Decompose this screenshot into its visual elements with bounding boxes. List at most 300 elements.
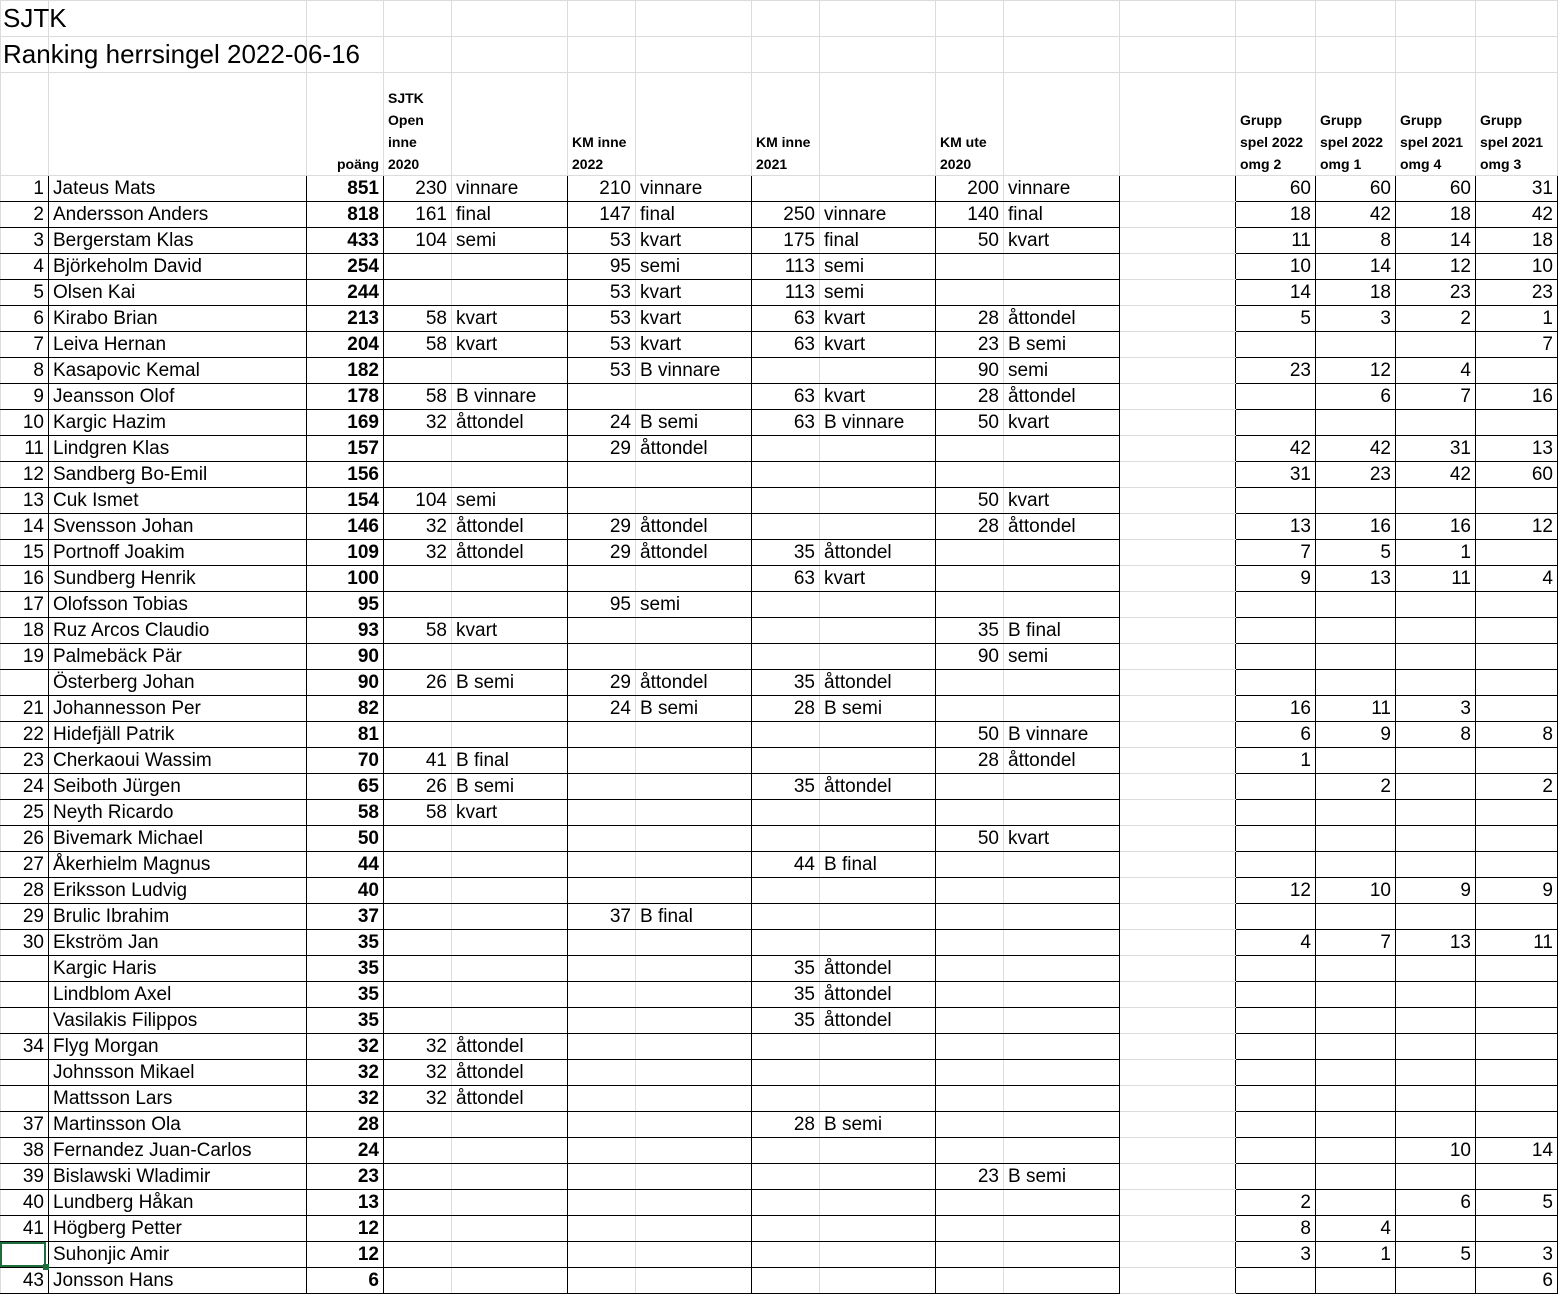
cell[interactable] (384, 1, 452, 37)
table-cell[interactable] (1004, 540, 1120, 566)
table-cell[interactable] (1120, 1242, 1236, 1268)
table-cell[interactable] (568, 1034, 636, 1060)
table-cell[interactable] (568, 618, 636, 644)
table-cell[interactable]: 113 (752, 254, 820, 280)
table-cell[interactable]: kvart (636, 228, 752, 254)
table-cell[interactable] (1120, 670, 1236, 696)
table-cell[interactable] (752, 592, 820, 618)
table-cell[interactable]: kvart (1004, 826, 1120, 852)
table-cell[interactable]: 23 (1236, 358, 1316, 384)
column-header[interactable]: Grupp spel 2021 omg 3 (1476, 73, 1558, 176)
cell[interactable] (1476, 37, 1558, 73)
table-cell[interactable] (820, 1060, 936, 1086)
table-cell[interactable] (636, 748, 752, 774)
table-cell[interactable] (636, 1112, 752, 1138)
table-cell[interactable] (636, 462, 752, 488)
table-cell[interactable]: åttondel (452, 514, 568, 540)
table-cell[interactable] (936, 1008, 1004, 1034)
table-cell[interactable]: 28 (936, 514, 1004, 540)
table-cell[interactable] (384, 1112, 452, 1138)
table-cell[interactable]: 58 (384, 332, 452, 358)
table-cell[interactable] (636, 644, 752, 670)
table-cell[interactable] (936, 930, 1004, 956)
table-cell[interactable]: vinnare (1004, 176, 1120, 202)
table-cell[interactable]: Olofsson Tobias (49, 592, 307, 618)
table-cell[interactable] (1396, 1008, 1476, 1034)
column-header[interactable] (636, 73, 752, 176)
table-cell[interactable] (568, 1086, 636, 1112)
table-cell[interactable] (384, 254, 452, 280)
table-cell[interactable] (1, 982, 49, 1008)
column-header[interactable]: Grupp spel 2022 omg 1 (1316, 73, 1396, 176)
table-cell[interactable] (936, 774, 1004, 800)
table-cell[interactable] (1, 956, 49, 982)
column-header[interactable]: KM ute 2020 (936, 73, 1004, 176)
table-cell[interactable] (384, 1164, 452, 1190)
table-cell[interactable] (1004, 878, 1120, 904)
table-cell[interactable] (636, 1164, 752, 1190)
table-cell[interactable]: åttondel (1004, 748, 1120, 774)
table-cell[interactable]: Hidefjäll Patrik (49, 722, 307, 748)
table-cell[interactable] (452, 1190, 568, 1216)
table-cell[interactable] (1120, 202, 1236, 228)
table-cell[interactable]: 104 (384, 228, 452, 254)
table-cell[interactable]: 32 (384, 1034, 452, 1060)
table-cell[interactable] (1316, 1190, 1396, 1216)
table-cell[interactable] (820, 1086, 936, 1112)
table-cell[interactable]: 32 (384, 540, 452, 566)
table-cell[interactable] (1004, 1242, 1120, 1268)
table-cell[interactable]: åttondel (636, 436, 752, 462)
table-cell[interactable]: 32 (384, 1086, 452, 1112)
table-cell[interactable] (1396, 748, 1476, 774)
table-cell[interactable] (452, 826, 568, 852)
table-cell[interactable] (936, 1086, 1004, 1112)
table-cell[interactable] (936, 1034, 1004, 1060)
table-cell[interactable] (1476, 618, 1558, 644)
table-cell[interactable]: 254 (307, 254, 384, 280)
table-cell[interactable] (636, 878, 752, 904)
table-cell[interactable]: 12 (307, 1216, 384, 1242)
table-cell[interactable] (1316, 410, 1396, 436)
table-cell[interactable] (452, 566, 568, 592)
table-cell[interactable] (1396, 618, 1476, 644)
table-cell[interactable] (1120, 566, 1236, 592)
table-cell[interactable] (1316, 982, 1396, 1008)
table-cell[interactable] (1396, 826, 1476, 852)
table-cell[interactable]: B final (452, 748, 568, 774)
table-cell[interactable]: 3 (1396, 696, 1476, 722)
table-cell[interactable]: kvart (452, 332, 568, 358)
cell[interactable] (568, 37, 636, 73)
table-cell[interactable]: Suhonjic Amir (49, 1242, 307, 1268)
table-cell[interactable]: 50 (307, 826, 384, 852)
table-cell[interactable]: 22 (1, 722, 49, 748)
table-cell[interactable] (636, 488, 752, 514)
table-cell[interactable]: 35 (307, 930, 384, 956)
table-cell[interactable]: 1 (1396, 540, 1476, 566)
table-cell[interactable]: Åkerhielm Magnus (49, 852, 307, 878)
table-cell[interactable]: åttondel (452, 1086, 568, 1112)
table-cell[interactable] (1120, 540, 1236, 566)
table-cell[interactable] (636, 826, 752, 852)
table-cell[interactable]: 14 (1, 514, 49, 540)
table-cell[interactable]: åttondel (820, 670, 936, 696)
table-cell[interactable]: 8 (1316, 228, 1396, 254)
table-cell[interactable] (1120, 1216, 1236, 1242)
table-cell[interactable]: 8 (1476, 722, 1558, 748)
table-cell[interactable] (1316, 956, 1396, 982)
table-cell[interactable]: 42 (1396, 462, 1476, 488)
table-cell[interactable]: 42 (1316, 436, 1396, 462)
table-cell[interactable] (1004, 956, 1120, 982)
table-cell[interactable] (752, 1086, 820, 1112)
table-cell[interactable] (1120, 1164, 1236, 1190)
table-cell[interactable]: 58 (384, 800, 452, 826)
table-cell[interactable]: åttondel (636, 514, 752, 540)
table-cell[interactable] (1236, 982, 1316, 1008)
table-cell[interactable]: 41 (1, 1216, 49, 1242)
table-cell[interactable]: 35 (307, 956, 384, 982)
table-cell[interactable] (636, 1216, 752, 1242)
table-cell[interactable] (1120, 852, 1236, 878)
column-header[interactable] (1004, 73, 1120, 176)
table-cell[interactable] (1476, 696, 1558, 722)
table-cell[interactable]: 113 (752, 280, 820, 306)
cell[interactable] (1396, 1, 1476, 37)
table-cell[interactable] (1316, 1008, 1396, 1034)
table-cell[interactable] (1120, 436, 1236, 462)
table-cell[interactable]: 11 (1396, 566, 1476, 592)
table-cell[interactable] (1120, 1060, 1236, 1086)
table-cell[interactable] (1476, 1008, 1558, 1034)
table-cell[interactable]: 169 (307, 410, 384, 436)
table-cell[interactable]: Neyth Ricardo (49, 800, 307, 826)
table-cell[interactable]: Leiva Hernan (49, 332, 307, 358)
table-cell[interactable]: 9 (1316, 722, 1396, 748)
cell[interactable] (1120, 37, 1236, 73)
table-cell[interactable] (936, 462, 1004, 488)
table-cell[interactable] (1004, 800, 1120, 826)
table-cell[interactable]: 23 (936, 332, 1004, 358)
table-cell[interactable]: åttondel (820, 1008, 936, 1034)
table-cell[interactable]: 1 (1316, 1242, 1396, 1268)
table-cell[interactable] (936, 904, 1004, 930)
table-cell[interactable]: 3 (1236, 1242, 1316, 1268)
table-cell[interactable]: 18 (1396, 202, 1476, 228)
table-cell[interactable]: 12 (1396, 254, 1476, 280)
table-cell[interactable] (1396, 644, 1476, 670)
table-cell[interactable] (452, 254, 568, 280)
table-cell[interactable] (384, 722, 452, 748)
table-cell[interactable] (1120, 1008, 1236, 1034)
table-cell[interactable] (820, 800, 936, 826)
table-cell[interactable]: 24 (568, 410, 636, 436)
table-cell[interactable]: 2 (1316, 774, 1396, 800)
table-cell[interactable] (1476, 670, 1558, 696)
table-cell[interactable]: final (1004, 202, 1120, 228)
table-cell[interactable]: 6 (1236, 722, 1316, 748)
table-cell[interactable] (1236, 826, 1316, 852)
table-cell[interactable]: 18 (1236, 202, 1316, 228)
table-cell[interactable] (1120, 982, 1236, 1008)
table-cell[interactable]: 37 (568, 904, 636, 930)
table-cell[interactable]: Jeansson Olof (49, 384, 307, 410)
table-cell[interactable]: 16 (1, 566, 49, 592)
table-cell[interactable] (1396, 488, 1476, 514)
cell[interactable] (936, 37, 1004, 73)
cell[interactable] (1476, 1, 1558, 37)
table-cell[interactable]: 15 (1, 540, 49, 566)
table-cell[interactable] (452, 1008, 568, 1034)
table-cell[interactable] (1004, 1034, 1120, 1060)
table-cell[interactable] (1120, 410, 1236, 436)
table-cell[interactable] (1476, 592, 1558, 618)
table-cell[interactable] (1396, 774, 1476, 800)
table-cell[interactable]: 58 (307, 800, 384, 826)
table-cell[interactable]: 140 (936, 202, 1004, 228)
table-cell[interactable] (568, 774, 636, 800)
table-cell[interactable]: kvart (1004, 488, 1120, 514)
table-cell[interactable]: semi (452, 228, 568, 254)
table-cell[interactable]: kvart (452, 306, 568, 332)
table-cell[interactable]: B final (636, 904, 752, 930)
table-cell[interactable] (752, 358, 820, 384)
table-cell[interactable] (1396, 1112, 1476, 1138)
table-cell[interactable]: 28 (752, 696, 820, 722)
table-cell[interactable] (1120, 930, 1236, 956)
table-cell[interactable]: 35 (752, 774, 820, 800)
table-cell[interactable] (1120, 514, 1236, 540)
table-cell[interactable]: 851 (307, 176, 384, 202)
table-cell[interactable]: B semi (452, 670, 568, 696)
table-cell[interactable] (752, 644, 820, 670)
table-cell[interactable]: 53 (568, 332, 636, 358)
table-cell[interactable]: Lundberg Håkan (49, 1190, 307, 1216)
table-cell[interactable] (1476, 1216, 1558, 1242)
table-cell[interactable] (1120, 696, 1236, 722)
table-cell[interactable] (636, 566, 752, 592)
table-cell[interactable]: B semi (636, 696, 752, 722)
table-cell[interactable]: kvart (820, 566, 936, 592)
table-cell[interactable]: Mattsson Lars (49, 1086, 307, 1112)
table-cell[interactable]: 14 (1396, 228, 1476, 254)
table-cell[interactable]: 28 (936, 384, 1004, 410)
table-cell[interactable]: 60 (1236, 176, 1316, 202)
table-cell[interactable]: Johnsson Mikael (49, 1060, 307, 1086)
table-cell[interactable] (568, 956, 636, 982)
table-cell[interactable] (568, 1164, 636, 1190)
table-cell[interactable]: 1 (1476, 306, 1558, 332)
table-cell[interactable] (1476, 956, 1558, 982)
table-cell[interactable] (452, 956, 568, 982)
table-cell[interactable]: 35 (936, 618, 1004, 644)
table-cell[interactable] (1120, 904, 1236, 930)
table-cell[interactable]: 24 (568, 696, 636, 722)
table-cell[interactable] (936, 566, 1004, 592)
table-cell[interactable] (636, 1138, 752, 1164)
cell[interactable] (752, 37, 820, 73)
table-cell[interactable] (1120, 1112, 1236, 1138)
table-cell[interactable] (936, 1268, 1004, 1294)
table-cell[interactable]: 3 (1476, 1242, 1558, 1268)
cell[interactable] (384, 37, 452, 73)
table-cell[interactable]: semi (820, 280, 936, 306)
table-cell[interactable] (568, 384, 636, 410)
table-cell[interactable] (752, 878, 820, 904)
table-cell[interactable] (1236, 618, 1316, 644)
table-cell[interactable] (384, 904, 452, 930)
table-cell[interactable] (452, 592, 568, 618)
table-cell[interactable]: semi (820, 254, 936, 280)
table-cell[interactable]: 23 (1, 748, 49, 774)
table-cell[interactable]: 95 (568, 592, 636, 618)
table-cell[interactable]: 12 (1316, 358, 1396, 384)
table-cell[interactable]: 8 (1236, 1216, 1316, 1242)
table-cell[interactable]: 2 (1396, 306, 1476, 332)
table-cell[interactable] (936, 1190, 1004, 1216)
table-cell[interactable] (820, 436, 936, 462)
table-cell[interactable] (820, 1190, 936, 1216)
table-cell[interactable]: 7 (1476, 332, 1558, 358)
table-cell[interactable] (1316, 852, 1396, 878)
table-cell[interactable]: 93 (307, 618, 384, 644)
table-cell[interactable]: 9 (1396, 878, 1476, 904)
table-cell[interactable] (1396, 1086, 1476, 1112)
table-cell[interactable]: 13 (1, 488, 49, 514)
table-cell[interactable]: 213 (307, 306, 384, 332)
table-cell[interactable]: 29 (568, 540, 636, 566)
table-cell[interactable] (1120, 1138, 1236, 1164)
table-cell[interactable]: Cherkaoui Wassim (49, 748, 307, 774)
table-cell[interactable] (452, 1216, 568, 1242)
table-cell[interactable] (452, 436, 568, 462)
table-cell[interactable] (1476, 1164, 1558, 1190)
table-cell[interactable] (452, 1138, 568, 1164)
table-cell[interactable]: åttondel (820, 540, 936, 566)
table-cell[interactable] (636, 774, 752, 800)
table-cell[interactable] (452, 982, 568, 1008)
table-cell[interactable] (1004, 1060, 1120, 1086)
table-cell[interactable]: 13 (1476, 436, 1558, 462)
table-cell[interactable] (752, 176, 820, 202)
table-cell[interactable] (1396, 904, 1476, 930)
table-cell[interactable] (568, 1138, 636, 1164)
table-cell[interactable] (1476, 852, 1558, 878)
table-cell[interactable] (1004, 930, 1120, 956)
table-cell[interactable] (1120, 488, 1236, 514)
table-cell[interactable]: 12 (1236, 878, 1316, 904)
table-cell[interactable]: 37 (307, 904, 384, 930)
table-cell[interactable]: 250 (752, 202, 820, 228)
table-cell[interactable] (1004, 436, 1120, 462)
table-cell[interactable] (936, 436, 1004, 462)
table-cell[interactable]: 6 (1476, 1268, 1558, 1294)
table-cell[interactable]: 35 (752, 956, 820, 982)
table-cell[interactable] (1004, 280, 1120, 306)
table-cell[interactable] (1120, 826, 1236, 852)
table-cell[interactable] (1004, 566, 1120, 592)
table-cell[interactable] (820, 462, 936, 488)
table-cell[interactable]: 14 (1476, 1138, 1558, 1164)
table-cell[interactable]: 5 (1236, 306, 1316, 332)
table-cell[interactable] (452, 904, 568, 930)
table-cell[interactable] (1004, 254, 1120, 280)
table-cell[interactable]: Eriksson Ludvig (49, 878, 307, 904)
table-cell[interactable] (936, 1112, 1004, 1138)
table-cell[interactable]: 60 (1316, 176, 1396, 202)
table-cell[interactable] (1004, 696, 1120, 722)
table-cell[interactable] (752, 1164, 820, 1190)
table-cell[interactable] (936, 696, 1004, 722)
table-cell[interactable] (936, 982, 1004, 1008)
table-cell[interactable]: semi (1004, 644, 1120, 670)
table-cell[interactable]: kvart (452, 618, 568, 644)
table-cell[interactable] (752, 488, 820, 514)
table-cell[interactable]: 31 (1236, 462, 1316, 488)
table-cell[interactable]: 35 (752, 670, 820, 696)
table-cell[interactable]: 25 (1, 800, 49, 826)
table-cell[interactable]: 60 (1476, 462, 1558, 488)
table-cell[interactable]: 21 (1, 696, 49, 722)
cell[interactable] (1004, 37, 1120, 73)
table-cell[interactable]: åttondel (452, 410, 568, 436)
table-cell[interactable] (384, 1138, 452, 1164)
table-cell[interactable] (568, 462, 636, 488)
table-cell[interactable] (752, 514, 820, 540)
table-cell[interactable] (1, 1086, 49, 1112)
table-cell[interactable]: kvart (820, 306, 936, 332)
table-cell[interactable]: 23 (1396, 280, 1476, 306)
table-cell[interactable] (1, 1060, 49, 1086)
table-cell[interactable]: Sandberg Bo-Emil (49, 462, 307, 488)
table-cell[interactable]: åttondel (820, 956, 936, 982)
table-cell[interactable] (1316, 1112, 1396, 1138)
table-cell[interactable]: 13 (1316, 566, 1396, 592)
table-cell[interactable]: 10 (1316, 878, 1396, 904)
table-cell[interactable] (1396, 800, 1476, 826)
table-cell[interactable] (820, 618, 936, 644)
table-cell[interactable] (1120, 228, 1236, 254)
table-cell[interactable]: 44 (307, 852, 384, 878)
table-cell[interactable]: Vasilakis Filippos (49, 1008, 307, 1034)
table-cell[interactable]: 9 (1476, 878, 1558, 904)
table-cell[interactable] (820, 488, 936, 514)
table-cell[interactable]: Palmebäck Pär (49, 644, 307, 670)
table-cell[interactable]: Kirabo Brian (49, 306, 307, 332)
table-cell[interactable]: 4 (1396, 358, 1476, 384)
table-cell[interactable]: 40 (1, 1190, 49, 1216)
table-cell[interactable]: 63 (752, 410, 820, 436)
table-cell[interactable]: final (820, 228, 936, 254)
table-cell[interactable] (1004, 852, 1120, 878)
table-cell[interactable] (452, 1268, 568, 1294)
table-cell[interactable]: 28 (752, 1112, 820, 1138)
table-cell[interactable]: B vinnare (1004, 722, 1120, 748)
table-cell[interactable]: åttondel (1004, 514, 1120, 540)
table-cell[interactable]: 37 (1, 1112, 49, 1138)
table-cell[interactable] (936, 1060, 1004, 1086)
table-cell[interactable] (1236, 384, 1316, 410)
table-cell[interactable]: 18 (1, 618, 49, 644)
column-header[interactable] (452, 73, 568, 176)
table-cell[interactable] (636, 1008, 752, 1034)
table-cell[interactable] (1120, 384, 1236, 410)
table-cell[interactable] (384, 280, 452, 306)
table-cell[interactable] (1476, 1086, 1558, 1112)
table-cell[interactable] (568, 1268, 636, 1294)
table-cell[interactable] (752, 800, 820, 826)
